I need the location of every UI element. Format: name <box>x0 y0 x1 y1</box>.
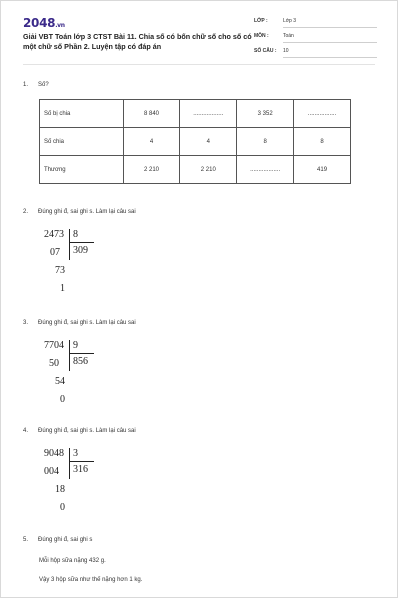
question-4 <box>23 428 136 434</box>
question-number: 3. <box>23 320 29 326</box>
partial-step: 50 <box>49 358 59 369</box>
question-text: Đúng ghi đ, sai ghi s <box>38 537 93 543</box>
quotient: 309 <box>73 245 88 256</box>
table-cell: 8 840 <box>123 100 180 128</box>
dividend: 2473 <box>44 229 64 240</box>
division-horizontal-line <box>69 242 94 243</box>
question-number: 2. <box>23 209 29 215</box>
division-vertical-line <box>69 229 70 260</box>
meta-value: Lớp 3 <box>283 18 377 28</box>
remainder: 0 <box>60 502 65 513</box>
row-header: Số chia <box>40 128 124 156</box>
table-cell: 8 <box>237 128 294 156</box>
partial-step: 54 <box>55 376 65 387</box>
question-number: 4. <box>23 428 29 434</box>
question-text: Số? <box>38 82 49 88</box>
division-table <box>39 99 351 184</box>
divisor: 8 <box>73 229 78 240</box>
row-header: Số bị chia <box>40 100 124 128</box>
question-text: Đúng ghi đ, sai ghi s. Làm lại câu sai <box>38 209 136 215</box>
table-cell: 2 210 <box>123 156 180 184</box>
meta-value: Toán <box>283 33 377 43</box>
question-3 <box>23 320 136 326</box>
statement-line: Mỗi hộp sữa nặng 432 g. <box>39 558 106 564</box>
question-text: Đúng ghi đ, sai ghi s. Làm lại câu sai <box>38 320 136 326</box>
meta-label: LỚP : <box>254 18 268 24</box>
question-text: Đúng ghi đ, sai ghi s. Làm lại câu sai <box>38 428 136 434</box>
quotient: 856 <box>73 356 88 367</box>
table-cell: 4 <box>180 128 237 156</box>
divisor: 3 <box>73 448 78 459</box>
remainder: 0 <box>60 394 65 405</box>
table-row <box>40 156 351 184</box>
table-cell: 2 210 <box>180 156 237 184</box>
answer-blank[interactable]: .................. <box>237 156 294 184</box>
question-2 <box>23 209 136 215</box>
dividend: 9048 <box>44 448 64 459</box>
table-row <box>40 100 351 128</box>
meta-value: 10 <box>283 48 377 58</box>
row-header: Thương <box>40 156 124 184</box>
division-horizontal-line <box>69 461 94 462</box>
dividend: 7704 <box>44 340 64 351</box>
division-vertical-line <box>69 340 70 371</box>
quotient: 316 <box>73 464 88 475</box>
answer-blank[interactable]: ................. <box>294 100 351 128</box>
question-number: 5. <box>23 537 29 543</box>
table-cell: 419 <box>294 156 351 184</box>
table-cell: 8 <box>294 128 351 156</box>
table-cell: 4 <box>123 128 180 156</box>
site-logo[interactable] <box>23 16 65 30</box>
logo-text: 2048 <box>23 16 56 30</box>
divisor: 9 <box>73 340 78 351</box>
division-vertical-line <box>69 448 70 479</box>
partial-step: 004 <box>44 466 59 477</box>
table-cell: 3 352 <box>237 100 294 128</box>
logo-tld: .vn <box>55 22 65 29</box>
header-divider <box>23 64 375 65</box>
question-1 <box>23 82 49 88</box>
meta-label: MÔN : <box>254 33 269 39</box>
statement-line: Vậy 3 hộp sữa như thế nặng hơn 1 kg. <box>39 577 143 583</box>
division-horizontal-line <box>69 353 94 354</box>
partial-step: 73 <box>55 265 65 276</box>
question-number: 1. <box>23 82 29 88</box>
partial-step: 18 <box>55 484 65 495</box>
table-row <box>40 128 351 156</box>
partial-step: 07 <box>50 247 60 258</box>
question-5 <box>23 537 92 543</box>
answer-blank[interactable]: .................. <box>180 100 237 128</box>
page-title: Giải VBT Toán lớp 3 CTST Bài 11. Chia số có bốn chữ số cho số có một chữ số Phần 2. Luyện tập có đáp án <box>23 32 252 51</box>
remainder: 1 <box>60 283 65 294</box>
meta-label: SỐ CÂU : <box>254 48 277 54</box>
